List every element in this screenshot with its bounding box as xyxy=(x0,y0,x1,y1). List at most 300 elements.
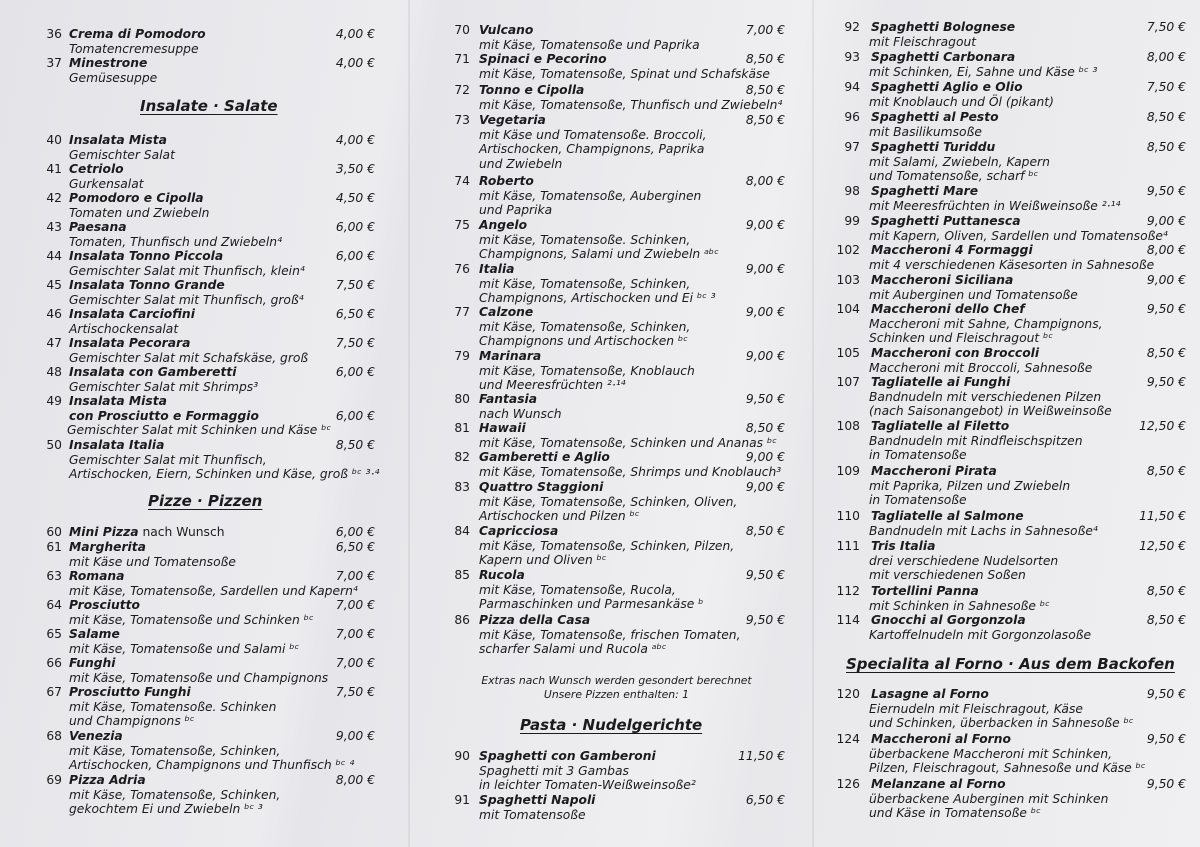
item-description xyxy=(836,806,1186,821)
item-description xyxy=(40,555,375,570)
item-name: Insalata Tonno Piccola xyxy=(69,249,224,263)
item-name: Rucola xyxy=(479,568,525,582)
description-text: mit Paprika, Pilzen und Zwiebeln xyxy=(869,478,1071,493)
item-description xyxy=(448,553,785,568)
menu-item-head xyxy=(40,656,375,671)
menu-item-head xyxy=(836,50,1186,65)
menu-item xyxy=(448,524,785,568)
item-name: Hawaii xyxy=(479,421,526,435)
item-description xyxy=(836,493,1186,508)
description-text: in Tomatensoße xyxy=(869,493,967,508)
description-text: Gemischter Salat xyxy=(69,147,175,162)
item-number: 61 xyxy=(46,540,62,554)
section-heading: Insalate · Salate xyxy=(140,97,278,115)
item-price: 3,50 € xyxy=(335,162,375,176)
description-text: und Paprika xyxy=(479,203,553,218)
item-description xyxy=(836,258,1186,273)
item-description xyxy=(448,233,785,248)
item-description xyxy=(448,509,785,524)
item-price: 9,50 € xyxy=(745,613,785,627)
item-description xyxy=(40,148,375,163)
item-name: Insalata con Gamberetti xyxy=(69,365,237,379)
item-number: 120 xyxy=(836,687,860,701)
item-number: 97 xyxy=(844,140,860,154)
menu-item xyxy=(836,50,1186,79)
item-price: 9,00 € xyxy=(745,305,785,319)
item-price: 7,50 € xyxy=(335,685,375,699)
item-description xyxy=(40,758,375,773)
item-price: 8,50 € xyxy=(1146,140,1186,154)
menu-item-head xyxy=(448,568,785,583)
description-text: Gurkensalat xyxy=(69,176,144,191)
item-number: 90 xyxy=(454,749,470,763)
item-number: 85 xyxy=(454,568,470,582)
item-price: 6,00 € xyxy=(335,525,375,539)
item-number: 50 xyxy=(46,438,62,452)
item-number: 94 xyxy=(844,80,860,94)
menu-item-head xyxy=(40,27,375,42)
item-name: Pomodoro e Cipolla xyxy=(69,191,204,205)
menu-item-head xyxy=(836,509,1186,524)
item-number: 114 xyxy=(836,613,860,627)
menu-item-head-cont xyxy=(40,409,375,424)
menu-item-head xyxy=(448,524,785,539)
menu-item-head xyxy=(40,307,375,322)
item-name: Insalata Mista xyxy=(69,133,167,147)
item-price: 9,00 € xyxy=(1146,273,1186,287)
item-price: 7,50 € xyxy=(1146,20,1186,34)
menu-item xyxy=(448,174,785,218)
item-number: 70 xyxy=(454,23,470,37)
item-price: 4,00 € xyxy=(335,56,375,70)
description-text: Gemischter Salat mit Shrimps³ xyxy=(69,379,259,394)
item-name: Crema di Pomodoro xyxy=(69,27,206,41)
item-description xyxy=(40,380,375,395)
description-text: Gemischter Salat mit Schinken und Käse ᵇᶜ xyxy=(67,423,332,438)
item-price: 6,50 € xyxy=(745,793,785,807)
item-name: Prosciutto xyxy=(69,598,140,612)
item-description xyxy=(448,628,785,643)
item-number: 83 xyxy=(454,480,470,494)
item-name: Maccheroni con Broccoli xyxy=(871,346,1040,360)
item-description xyxy=(448,436,785,451)
menu-item-head xyxy=(448,793,785,808)
menu-item xyxy=(40,773,375,817)
item-name: Spaghetti Napoli xyxy=(479,793,596,807)
page-fold xyxy=(812,0,814,847)
item-price: 9,50 € xyxy=(745,392,785,406)
menu-item xyxy=(40,133,375,162)
menu-item-head xyxy=(836,346,1186,361)
item-number: 43 xyxy=(46,220,62,234)
description-text: mit Käse, Tomatensoße und Paprika xyxy=(479,37,700,52)
menu-item xyxy=(836,777,1186,821)
menu-item xyxy=(40,220,375,249)
menu-item-head xyxy=(40,162,375,177)
description-text: mit Tomatensoße xyxy=(479,807,586,822)
menu-item-head xyxy=(448,262,785,277)
item-description xyxy=(40,584,375,599)
item-name: Quattro Staggioni xyxy=(479,480,604,494)
item-number: 63 xyxy=(46,569,62,583)
item-price: 9,50 € xyxy=(1146,184,1186,198)
item-name: Gnocchi al Gorgonzola xyxy=(871,613,1026,627)
description-text: nach Wunsch xyxy=(479,406,562,421)
pizza-note xyxy=(448,674,785,702)
item-price: 11,50 € xyxy=(1139,509,1186,523)
item-name: Spaghetti Puttanesca xyxy=(871,214,1021,228)
item-description xyxy=(448,277,785,292)
item-number: 82 xyxy=(454,450,470,464)
menu-item-head xyxy=(836,80,1186,95)
menu-item xyxy=(836,375,1186,419)
menu-item-head xyxy=(448,480,785,495)
item-number: 75 xyxy=(454,218,470,232)
description-text: überbackene Maccheroni mit Schinken, xyxy=(869,746,1113,761)
description-text: mit Käse, Tomatensoße, Knoblauch xyxy=(479,363,695,378)
menu-item-head xyxy=(40,438,375,453)
menu-item-head xyxy=(40,365,375,380)
item-price: 8,00 € xyxy=(335,773,375,787)
item-price: 7,00 € xyxy=(335,598,375,612)
description-text: und Champignons ᵇᶜ xyxy=(69,714,195,729)
item-name: Vulcano xyxy=(479,23,534,37)
item-description xyxy=(836,479,1186,494)
menu-item xyxy=(448,305,785,349)
item-description xyxy=(40,322,375,337)
menu-item-head xyxy=(836,110,1186,125)
item-price: 8,50 € xyxy=(745,113,785,127)
menu-item xyxy=(836,732,1186,776)
menu-item-head xyxy=(836,302,1186,317)
menu-item xyxy=(448,392,785,421)
menu-item-head xyxy=(40,773,375,788)
menu-item-head xyxy=(836,584,1186,599)
item-name: Insalata Tonno Grande xyxy=(69,278,225,292)
item-price: 7,50 € xyxy=(335,278,375,292)
item-price: 8,50 € xyxy=(745,52,785,66)
item-description xyxy=(448,247,785,262)
item-name xyxy=(69,525,225,540)
item-price: 4,50 € xyxy=(335,191,375,205)
item-name: Romana xyxy=(69,569,125,583)
description-text: (nach Saisonangebot) in Weißweinsoße xyxy=(869,404,1112,419)
menu-item xyxy=(836,80,1186,109)
item-number: 44 xyxy=(46,249,62,263)
menu-item xyxy=(40,627,375,656)
item-description xyxy=(836,792,1186,807)
item-description xyxy=(40,423,375,438)
description-text: überbackene Auberginen mit Schinken xyxy=(869,791,1109,806)
menu-item-head xyxy=(448,23,785,38)
description-text: Gemüsesuppe xyxy=(69,70,158,85)
menu-item xyxy=(448,218,785,262)
item-price: 9,50 € xyxy=(1146,302,1186,316)
item-price: 11,50 € xyxy=(738,749,785,763)
item-name: Maccheroni Pirata xyxy=(871,464,997,478)
menu-item-head xyxy=(836,464,1186,479)
description-text: mit Salami, Zwiebeln, Kapern xyxy=(869,154,1050,169)
description-text: Artischocken und Pilzen ᵇᶜ xyxy=(479,509,640,524)
description-text: Parmaschinken und Parmesankäse ᵇ xyxy=(479,597,704,612)
menu-item xyxy=(40,278,375,307)
item-name: Minestrone xyxy=(69,56,148,70)
item-number: 65 xyxy=(46,627,62,641)
menu-item-head xyxy=(40,56,375,71)
item-number: 60 xyxy=(46,525,62,539)
menu-item xyxy=(448,23,785,52)
item-description xyxy=(836,524,1186,539)
item-number: 84 xyxy=(454,524,470,538)
menu-item-head xyxy=(40,627,375,642)
menu-item-head xyxy=(836,140,1186,155)
item-name: Spaghetti al Pesto xyxy=(871,110,999,124)
item-description xyxy=(448,98,785,113)
item-description xyxy=(40,467,380,482)
item-number: 45 xyxy=(46,278,62,292)
menu-item xyxy=(40,27,375,56)
menu-item xyxy=(40,569,375,598)
item-description xyxy=(448,320,785,335)
item-number: 76 xyxy=(454,262,470,276)
item-price: 7,00 € xyxy=(335,656,375,670)
item-description xyxy=(448,364,785,379)
item-description xyxy=(40,744,375,759)
item-name: Spaghetti Carbonara xyxy=(871,50,1016,64)
menu-item xyxy=(448,450,785,479)
description-text: Gemischter Salat mit Schafskäse, groß xyxy=(69,350,309,365)
item-number: 111 xyxy=(836,539,860,553)
item-name: Vegetaria xyxy=(479,113,546,127)
menu-item-head xyxy=(40,278,375,293)
menu-item xyxy=(448,749,785,793)
item-description xyxy=(836,404,1186,419)
section-heading: Pasta · Nudelgerichte xyxy=(520,716,703,734)
item-name: Gamberetti e Aglio xyxy=(479,450,610,464)
menu-item-head xyxy=(448,613,785,628)
item-description xyxy=(40,351,375,366)
item-price: 7,50 € xyxy=(1146,80,1186,94)
menu-item-head xyxy=(40,729,375,744)
item-price: 7,00 € xyxy=(335,569,375,583)
item-name: Maccheroni al Forno xyxy=(871,732,1011,746)
menu-item xyxy=(40,56,375,85)
menu-item-head xyxy=(40,540,375,555)
menu-item-head xyxy=(40,249,375,264)
menu-item-head xyxy=(40,685,375,700)
item-name: Angelo xyxy=(479,218,528,232)
description-text: Maccheroni mit Sahne, Champignons, xyxy=(869,316,1103,331)
item-number: 69 xyxy=(46,773,62,787)
item-price: 9,00 € xyxy=(745,480,785,494)
item-description xyxy=(836,761,1186,776)
item-price: 9,00 € xyxy=(335,729,375,743)
item-name: Insalata Pecorara xyxy=(69,336,191,350)
description-text: mit Käse, Tomatensoße, frischen Tomaten, xyxy=(479,627,741,642)
item-name: Salame xyxy=(69,627,120,641)
item-name: Spaghetti Aglio e Olio xyxy=(871,80,1023,94)
item-name: Melanzane al Forno xyxy=(871,777,1006,791)
item-description xyxy=(836,331,1186,346)
menu-item xyxy=(448,349,785,393)
item-number: 92 xyxy=(844,20,860,34)
description-text: und Tomatensoße, scharf ᵇᶜ xyxy=(869,169,1039,184)
menu-item xyxy=(448,83,785,112)
item-number: 96 xyxy=(844,110,860,124)
menu-item xyxy=(448,613,785,657)
item-number: 79 xyxy=(454,349,470,363)
description-text: mit 4 verschiedenen Käsesorten in Sahnesoße xyxy=(869,257,1155,272)
menu-item-head xyxy=(836,613,1186,628)
description-text: Champignons und Artischocken ᵇᶜ xyxy=(479,334,688,349)
menu-item-head xyxy=(448,749,785,764)
item-number: 41 xyxy=(46,162,62,176)
item-description xyxy=(836,599,1186,614)
description-text: mit Käse, Tomatensoße, Schinken und Ananas ᵇᶜ xyxy=(479,435,777,450)
menu-item xyxy=(448,793,785,822)
item-name-continued: con Prosciutto e Formaggio xyxy=(69,408,259,423)
description-text: Champignons, Salami und Zwiebeln ᵃᵇᶜ xyxy=(479,247,719,262)
item-description xyxy=(836,361,1186,376)
item-number: 103 xyxy=(836,273,860,287)
menu-item-head xyxy=(836,375,1186,390)
item-number: 99 xyxy=(844,214,860,228)
item-description xyxy=(836,169,1186,184)
item-number: 46 xyxy=(46,307,62,321)
menu-item-head xyxy=(836,732,1186,747)
item-description xyxy=(836,229,1186,244)
menu-item-head xyxy=(836,20,1186,35)
menu-item-head xyxy=(836,539,1186,554)
item-description xyxy=(836,288,1186,303)
menu-item xyxy=(448,52,785,81)
item-name: Tagliatelle ai Funghi xyxy=(871,375,1011,389)
item-name-text: Mini Pizza xyxy=(69,525,139,539)
item-number: 93 xyxy=(844,50,860,64)
note-line: Unsere Pizzen enthalten: 1 xyxy=(543,688,690,701)
item-description xyxy=(40,42,375,57)
item-price: 12,50 € xyxy=(1139,539,1186,553)
item-price: 4,00 € xyxy=(335,27,375,41)
item-description xyxy=(836,448,1186,463)
description-text: Artischockensalat xyxy=(69,321,179,336)
item-description xyxy=(836,35,1186,50)
item-description xyxy=(836,568,1186,583)
menu-item-head xyxy=(40,394,375,409)
item-number: 126 xyxy=(836,777,860,791)
item-name: Marinara xyxy=(479,349,542,363)
description-text: Tomatencremesuppe xyxy=(69,41,199,56)
item-description xyxy=(40,714,375,729)
menu-item-head xyxy=(448,421,785,436)
description-text: in leichter Tomaten-Weißweinsoße² xyxy=(479,778,696,793)
description-text: mit Käse, Tomatensoße, Schinken, Oliven, xyxy=(479,494,738,509)
item-name: Insalata Carciofini xyxy=(69,307,195,321)
item-price: 6,50 € xyxy=(335,540,375,554)
item-price: 8,50 € xyxy=(1146,346,1186,360)
section-heading: Pizze · Pizzen xyxy=(148,492,263,510)
item-description xyxy=(836,95,1186,110)
item-price: 8,50 € xyxy=(745,524,785,538)
item-number: 98 xyxy=(844,184,860,198)
item-number: 102 xyxy=(836,243,860,257)
item-price: 4,00 € xyxy=(335,133,375,147)
item-number: 68 xyxy=(46,729,62,743)
menu-item xyxy=(836,613,1186,642)
item-name: Spinaci e Pecorino xyxy=(479,52,607,66)
item-description xyxy=(448,38,785,53)
item-number: 110 xyxy=(836,509,860,523)
menu-item xyxy=(836,302,1186,346)
menu-item-head xyxy=(448,450,785,465)
description-text: mit Käse, Tomatensoße, Rucola, xyxy=(479,582,676,597)
description-text: mit Fleischragout xyxy=(869,34,977,49)
menu-item-head xyxy=(448,349,785,364)
menu-item xyxy=(448,480,785,524)
item-name: Fantasia xyxy=(479,392,538,406)
item-price: 8,50 € xyxy=(1146,613,1186,627)
item-description xyxy=(448,334,785,349)
item-description xyxy=(40,613,375,628)
item-name: Cetriolo xyxy=(69,162,124,176)
item-name: Lasagne al Forno xyxy=(871,687,989,701)
menu-item-head xyxy=(40,336,375,351)
item-price: 8,50 € xyxy=(1146,584,1186,598)
description-text: mit Käse, Tomatensoße, Schinken, xyxy=(69,743,281,758)
item-description xyxy=(836,628,1186,643)
item-price: 9,50 € xyxy=(1146,732,1186,746)
description-text: scharfer Salami und Rucola ᵃᵇᶜ xyxy=(479,642,667,657)
description-text: mit Käse, Tomatensoße, Schinken, xyxy=(69,787,281,802)
description-text: Gemischter Salat mit Thunfisch, groß⁴ xyxy=(69,292,304,307)
menu-item xyxy=(40,307,375,336)
item-description xyxy=(448,189,785,204)
item-price: 6,00 € xyxy=(335,249,375,263)
item-description xyxy=(836,554,1186,569)
item-description xyxy=(448,67,785,82)
description-text: gekochtem Ei und Zwiebeln ᵇᶜ ³ xyxy=(69,802,263,817)
item-description xyxy=(448,495,785,510)
description-text: und Schinken, überbacken in Sahnesoße ᵇᶜ xyxy=(869,716,1134,731)
menu-item xyxy=(836,509,1186,538)
item-name: Tris Italia xyxy=(871,539,936,553)
item-description xyxy=(836,155,1186,170)
menu-item xyxy=(40,394,375,438)
menu-item-head xyxy=(448,83,785,98)
description-text: mit Käse, Tomatensoße, Schinken, xyxy=(479,319,691,334)
item-price: 8,50 € xyxy=(1146,464,1186,478)
item-description xyxy=(836,716,1186,731)
menu-item xyxy=(836,243,1186,272)
item-number: 107 xyxy=(836,375,860,389)
item-price: 9,50 € xyxy=(745,568,785,582)
item-name: Pizza Adria xyxy=(69,773,146,787)
menu-item-head xyxy=(836,243,1186,258)
description-text: mit Kapern, Oliven, Sardellen und Tomatensoße⁴ xyxy=(869,228,1168,243)
item-price: 8,50 € xyxy=(1146,110,1186,124)
item-name: Spaghetti con Gamberoni xyxy=(479,749,656,763)
description-text: mit Käse, Tomatensoße, Sardellen und Kapern⁴ xyxy=(69,583,358,598)
menu-item xyxy=(40,191,375,220)
item-number: 72 xyxy=(454,83,470,97)
menu-item xyxy=(40,598,375,627)
menu-item xyxy=(836,584,1186,613)
item-price: 8,50 € xyxy=(745,83,785,97)
item-description xyxy=(836,125,1186,140)
menu-item-head xyxy=(448,305,785,320)
item-number: 48 xyxy=(46,365,62,379)
description-text: Gemischter Salat mit Thunfisch, klein⁴ xyxy=(69,263,305,278)
